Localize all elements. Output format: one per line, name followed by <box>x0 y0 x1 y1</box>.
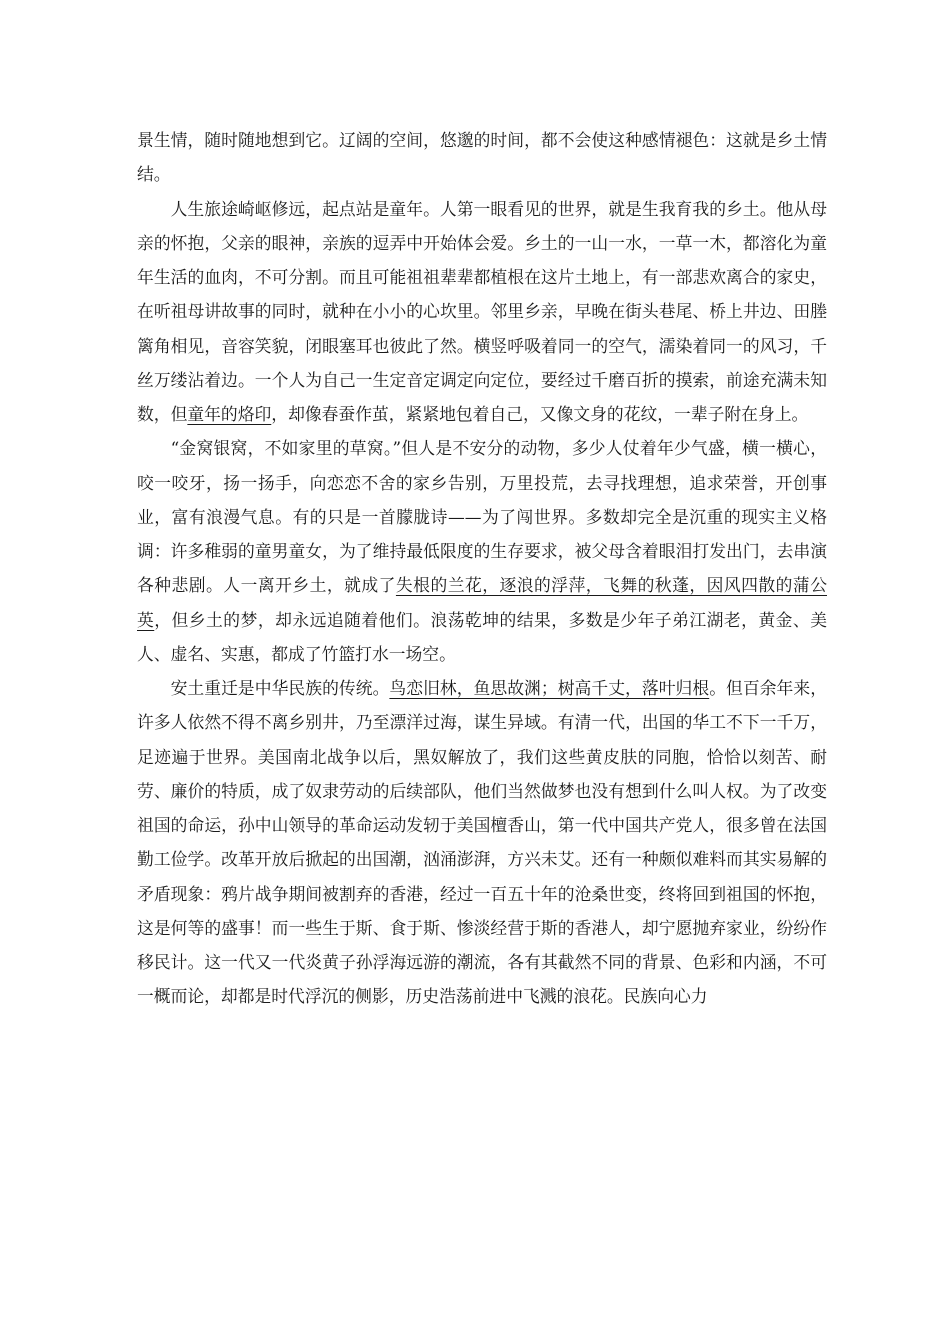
paragraph-3 <box>137 431 827 671</box>
paragraph-1 <box>137 123 827 192</box>
paragraph-2-text-a: 人生旅途崎岖修远，起点站是童年。人第一眼看见的世界，就是生我育我的乡土。他从母亲的怀抱，父亲的眼神，亲族的逗弄中开始体会爱。乡土的一山一水，一草一木，都溶化为童年生活的血肉，不可分割。而且可能祖祖辈辈都植根在这片土地上，有一部悲欢离合的家史，在听祖母讲故事的同时，就种在小小的心坎里。邻里乡亲，早晚在街头巷尾、桥上井边、田塍篱角相见，音容笑貌，闭眼塞耳也彼此了然。横竖呼吸着同一的空气，濡染着同一的风习，千丝万缕沾着边。一个人为自己一生定音定调定向定位，要经过千磨百折的摸索，前途充满未知数，但 <box>137 198 827 424</box>
paragraph-4-text-a: 安土重迁是中华民族的传统。 <box>170 678 390 698</box>
paragraph-1-text: 景生情，随时随地想到它。辽阔的空间，悠邈的时间，都不会使这种感情褪色：这就是乡土情结。 <box>137 130 827 185</box>
paragraph-4-text-b: 。但百余年来，许多人依然不得不离乡别井，乃至漂洋过海，谋生异域。有清一代，出国的华工不下一千万，足迹遍于世界。美国南北战争以后，黑奴解放了，我们这些黄皮肤的同胞，恰恰以刻苦、耐劳、廉价的特质，成了奴隶劳动的后续部队，他们当然做梦也没有想到什么叫人权。为了改变祖国的命运，孙中山领导的革命运动发轫于美国檀香山，第一代中国共产党人，很多曾在法国勤工俭学。改革开放后掀起的出国潮，汹涌澎湃，方兴未艾。还有一种颇似难料而其实易解的矛盾现象：鸦片战争期间被割弃的香港，经过一百五十年的沧桑世变，终将回到祖国的怀抱，这是何等的盛事！而一些生于斯、食于斯、惨淡经营于斯的香港人，却宁愿抛弃家业，纷纷作移民计。这一代又一代炎黄子孙浮海远游的潮流，各有其截然不同的背景、色彩和内涵，不可一概而论，却都是时代浮沉的侧影，历史浩荡前进中飞溅的浪花。民族向心力 <box>137 678 827 1007</box>
paragraph-2 <box>137 192 827 432</box>
paragraph-2-text-b: ，却像春蚕作茧，紧紧地包着自己，又像文身的花纹，一辈子附在身上。 <box>271 404 809 424</box>
paragraph-3-text-b: ，但乡土的梦，却永远追随着他们。浪荡乾坤的结果，多数是少年子弟江湖老，黄金、美人、虚名、实惠，都成了竹篮打水一场空。 <box>137 609 827 664</box>
paragraph-4 <box>137 671 827 1014</box>
underlined-phrase-childhood-imprint: 童年的烙印 <box>187 404 272 424</box>
underlined-phrase-rootless-metaphors: 失根的兰花，逐浪的浮萍，飞舞的秋蓬，因风四散的蒲公英 <box>137 575 827 630</box>
essay-body <box>137 123 827 1014</box>
paragraph-3-text-a: “金窝银窝，不如家里的草窝。”但人是不安分的动物，多少人仗着年少气盛，横一横心，咬一咬牙，扬一扬手，向恋恋不舍的家乡告别，万里投荒，去寻找理想，追求荣誉，开创事业，富有浪漫气息。有的只是一首朦胧诗——为了闯世界。多数却完全是沉重的现实主义格调：许多稚弱的童男童女，为了维持最低限度的生存要求，被父母含着眼泪打发出门，去串演各种悲剧。人一离开乡土，就成了 <box>137 438 827 596</box>
underlined-phrase-return-to-roots: 鸟恋旧林，鱼思故渊；树高千丈，落叶归根 <box>389 678 710 698</box>
